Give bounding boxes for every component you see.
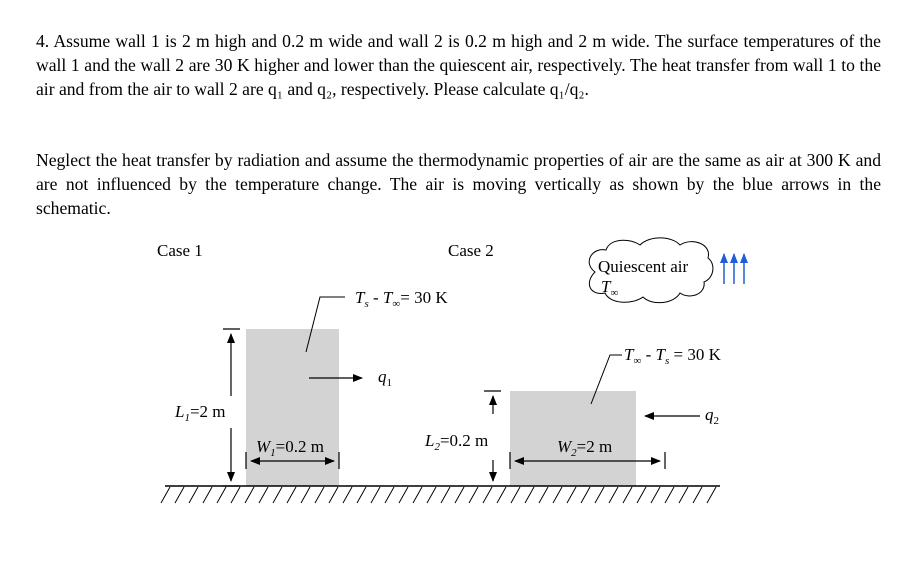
- cloud-label: Quiescent air: [598, 257, 689, 276]
- hatch-line: [679, 487, 688, 503]
- hatch-line: [497, 487, 506, 503]
- hatch-line: [399, 487, 408, 503]
- hatch-line: [203, 487, 212, 503]
- w1-label: $W_1=0.2$ m: [256, 437, 324, 459]
- hatch-line: [301, 487, 310, 503]
- cloud-t-inf: $T_\infty$: [601, 277, 619, 299]
- hatch-line: [189, 487, 198, 503]
- hatch-line: [707, 487, 716, 503]
- hatch-line: [371, 487, 380, 503]
- hatch-line: [231, 487, 240, 503]
- case1-temp-label: $T_s - T_\infty= 30$ K: [355, 288, 448, 310]
- hatch-line: [525, 487, 534, 503]
- hatch-line: [287, 487, 296, 503]
- hatch-line: [357, 487, 366, 503]
- hatch-line: [259, 487, 268, 503]
- hatch-line: [693, 487, 702, 503]
- hatch-line: [651, 487, 660, 503]
- hatch-line: [385, 487, 394, 503]
- q1-label: $q_1$: [378, 367, 392, 389]
- hatch-line: [595, 487, 604, 503]
- hatch-line: [511, 487, 520, 503]
- hatch-line: [455, 487, 464, 503]
- problem-statement: 4. Assume wall 1 is 2 m high and 0.2 m wide and wall 2 is 0.2 m high and 2 m wide. The surface temperatures of the wall 1 and the wall 2 are 30 K higher and lower than the quiescent air, respectively. The heat transfer from wall 1 to the air and from the air to wall 2 are q₁ and q₂, respectively. Please calculate q₁/q₂.: [36, 31, 881, 99]
- hatch-line: [623, 487, 632, 503]
- hatch-line: [343, 487, 352, 503]
- wall-2: [510, 391, 636, 486]
- hatch-line: [469, 487, 478, 503]
- case2-label: Case 2: [448, 241, 494, 260]
- hatch-line: [665, 487, 674, 503]
- hatch-line: [175, 487, 184, 503]
- case2-temp-label: $T_\infty - T_s = 30$ K: [624, 345, 721, 367]
- case1-label: Case 1: [157, 241, 203, 260]
- hatch-line: [553, 487, 562, 503]
- hatch-line: [413, 487, 422, 503]
- hatch-line: [581, 487, 590, 503]
- hatch-line: [427, 487, 436, 503]
- hatch-line: [273, 487, 282, 503]
- hatch-line: [441, 487, 450, 503]
- ground-hatching: [161, 487, 716, 503]
- hatch-line: [539, 487, 548, 503]
- l2-label: $L_2=0.2$ m: [425, 431, 489, 453]
- hatch-line: [609, 487, 618, 503]
- hatch-line: [315, 487, 324, 503]
- l1-label: $L_1=2$ m: [175, 402, 226, 424]
- hatch-line: [637, 487, 646, 503]
- assumptions-paragraph: Neglect the heat transfer by radiation and assume the thermodynamic properties of air are the same as air at 300 K and are not influenced by the temperature change. The air is moving vertically as shown by the blue arrows in the schematic.: [36, 150, 881, 218]
- hatch-line: [567, 487, 576, 503]
- hatch-line: [161, 487, 170, 503]
- q2-label: $q_2$: [705, 405, 719, 427]
- w2-label: $W_2=2$ m: [557, 437, 613, 459]
- wall-1: [246, 329, 339, 486]
- hatch-line: [329, 487, 338, 503]
- hatch-line: [245, 487, 254, 503]
- hatch-line: [217, 487, 226, 503]
- hatch-line: [483, 487, 492, 503]
